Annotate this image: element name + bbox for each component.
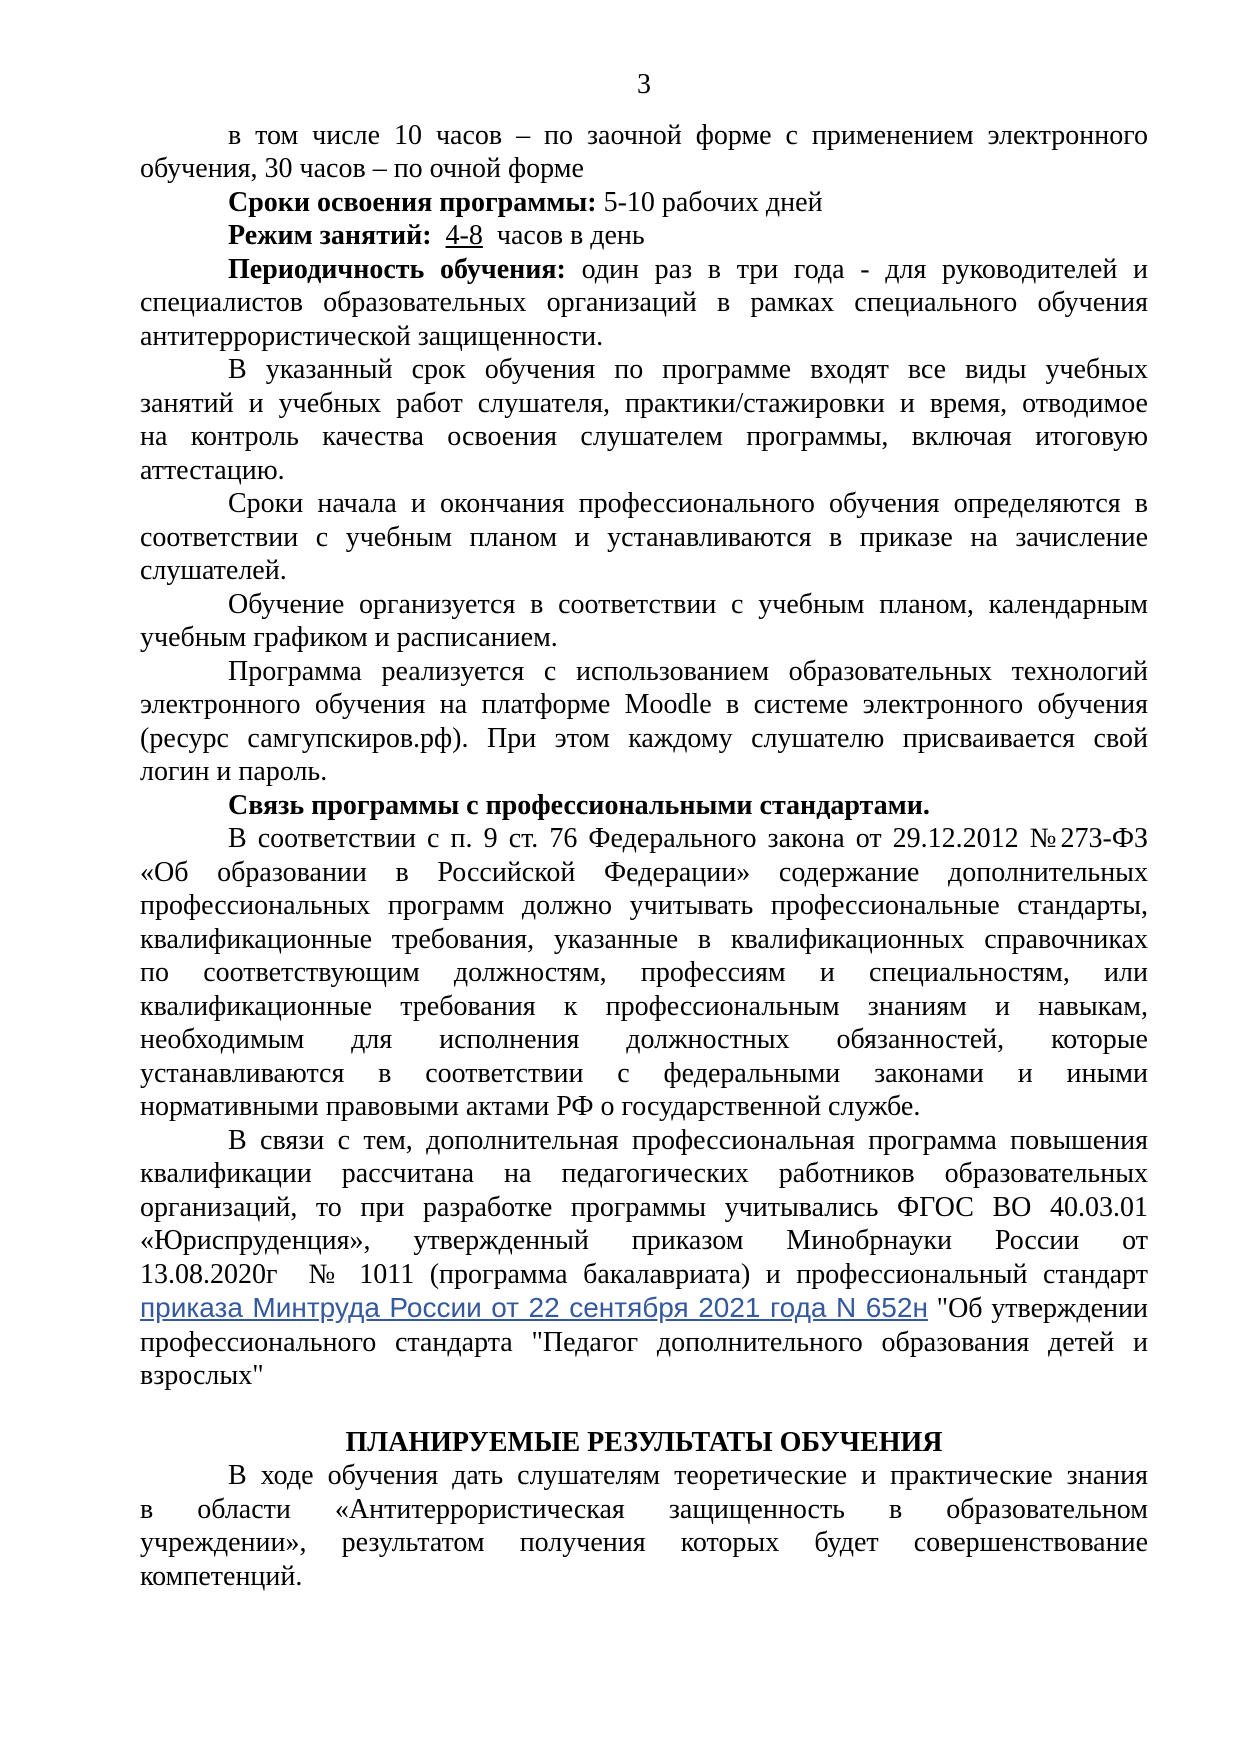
text-line bbox=[140, 1560, 1148, 1594]
text-run: слушателей. bbox=[140, 555, 287, 586]
text-line bbox=[140, 1326, 1148, 1360]
text-line bbox=[140, 286, 1148, 320]
text-line bbox=[140, 789, 1148, 823]
para-federal-law bbox=[140, 822, 1148, 1124]
para-schedule-mode bbox=[140, 219, 1148, 253]
text-run: В указанный срок обучения по программе входят все виды учебных bbox=[228, 354, 1148, 385]
text-run: В ходе обучения дать слушателям теоретические и практические знания bbox=[228, 1460, 1148, 1491]
text-run: нормативными правовыми актами РФ о государственной службе. bbox=[140, 1091, 921, 1122]
text-run: занятий и учебных работ слушателя, практики/стажировки и время, отводимое bbox=[140, 387, 1148, 419]
text-run: устанавливаются в соответствии с федеральными законами и иными bbox=[140, 1057, 1148, 1089]
text-run: компетенций. bbox=[140, 1560, 303, 1592]
text-run: часов в день bbox=[482, 220, 645, 251]
para-start-end-dates bbox=[140, 487, 1148, 588]
text-line bbox=[140, 1526, 1148, 1560]
para-training-period-contents bbox=[140, 353, 1148, 487]
text-line bbox=[140, 320, 1148, 354]
text-line bbox=[140, 387, 1148, 421]
text-line bbox=[140, 1459, 1148, 1493]
bold-text: ПЛАНИРУЕМЫЕ РЕЗУЛЬТАТЫ ОБУЧЕНИЯ bbox=[345, 1426, 943, 1458]
text-run: антитеррористической защищенности. bbox=[140, 320, 604, 352]
text-run: профессиональных программ должно учитывать профессиональные стандарты, bbox=[140, 890, 1148, 921]
text-line bbox=[140, 1157, 1148, 1191]
text-run: 4-8 bbox=[445, 220, 483, 251]
para-fgos-standard bbox=[140, 1124, 1148, 1393]
text-run: «Юриспруденция», утвержденный приказом Минобрнауки России от bbox=[140, 1225, 1148, 1256]
text-run: электронного обучения на платформе Moodle в системе электронного обучения bbox=[140, 689, 1148, 720]
text-run: учебным графиком и расписанием. bbox=[140, 622, 558, 653]
text-line bbox=[140, 454, 1148, 488]
text-run: в области «Антитеррористическая защищенность в образовательном bbox=[140, 1493, 1148, 1525]
text-line bbox=[140, 889, 1148, 923]
text-line bbox=[140, 923, 1148, 957]
para-learning-goal bbox=[140, 1459, 1148, 1593]
text-line bbox=[140, 1124, 1148, 1158]
bold-text: Режим занятий: bbox=[228, 220, 432, 251]
text-line bbox=[140, 119, 1148, 153]
mintrud-order-link[interactable]: приказа Минтруда России от 22 сентября 2021 года N 652н bbox=[140, 1292, 928, 1323]
page-number: 3 bbox=[637, 69, 651, 100]
text-line bbox=[140, 1258, 1148, 1292]
text-run: квалификационные требования, указанные в квалификационных справочниках bbox=[140, 923, 1148, 955]
text-run: необходимым для исполнения должностных обязанностей, которые bbox=[140, 1024, 1148, 1055]
document-body bbox=[140, 119, 1148, 1594]
text-line bbox=[140, 990, 1148, 1024]
text-run: (ресурс самгупскиров.рф). При этом каждому слушателю присваивается свой bbox=[140, 722, 1148, 754]
text-run: учреждении», результатом получения которых будет совершенствование bbox=[140, 1527, 1148, 1558]
text-run: соответствии с учебным планом и устанавливаются в приказе на зачисление bbox=[140, 521, 1148, 553]
para-periodicity bbox=[140, 253, 1148, 354]
text-line bbox=[140, 1090, 1148, 1124]
text-run: по соответствующим должностям, профессиям и специальностям, или bbox=[140, 957, 1148, 988]
text-line bbox=[140, 152, 1148, 186]
text-run: квалификации рассчитана на педагогических работников образовательных bbox=[140, 1158, 1148, 1189]
text-run: профессионального стандарта "Педагог дополнительного образования детей и bbox=[140, 1326, 1148, 1358]
para-training-hours bbox=[140, 119, 1148, 186]
text-line bbox=[140, 219, 1148, 253]
text-line bbox=[140, 353, 1148, 387]
text-line bbox=[140, 755, 1148, 789]
text-run: на контроль качества освоения слушателем программы, включая итоговую bbox=[140, 421, 1148, 452]
para-program-duration bbox=[140, 186, 1148, 220]
text-line bbox=[140, 655, 1148, 689]
text-run: «Об образовании в Российской Федерации» содержание дополнительных bbox=[140, 856, 1148, 888]
text-run: Программа реализуется с использованием образовательных технологий bbox=[228, 655, 1148, 687]
text-run: в том числе 10 часов – по заочной форме с применением электронного bbox=[228, 119, 1148, 151]
text-line bbox=[140, 1224, 1148, 1258]
text-run: В соответствии с п. 9 ст. 76 Федерального закона от 29.12.2012 №273-ФЗ bbox=[228, 823, 1148, 854]
text-line bbox=[140, 554, 1148, 588]
text-line bbox=[140, 822, 1148, 856]
text-line bbox=[140, 521, 1148, 555]
text-line bbox=[140, 956, 1148, 990]
text-line bbox=[140, 588, 1148, 622]
text-run: 13.08.2020г № 1011 (программа бакалавриата) и профессиональный стандарт bbox=[140, 1258, 1148, 1290]
text-line bbox=[140, 1359, 1148, 1393]
text-run: один раз в три года - для руководителей и bbox=[565, 253, 1148, 285]
text-run: аттестацию. bbox=[140, 454, 285, 486]
para-training-organization bbox=[140, 588, 1148, 655]
bold-text: Сроки освоения программы: bbox=[228, 186, 597, 218]
para-moodle-platform bbox=[140, 655, 1148, 789]
text-line bbox=[140, 1426, 1148, 1460]
text-line bbox=[140, 487, 1148, 521]
text-run: Обучение организуется в соответствии с учебным планом, календарным bbox=[228, 588, 1148, 620]
text-line bbox=[140, 420, 1148, 454]
bold-text: Связь программы с профессиональными стандартами. bbox=[228, 789, 930, 821]
bold-text: Периодичность обучения: bbox=[228, 253, 566, 285]
text-line bbox=[140, 186, 1148, 220]
text-line bbox=[140, 1023, 1148, 1057]
text-run: квалификационные требования к профессиональным знаниям и навыкам, bbox=[140, 990, 1148, 1022]
text-run: обучения, 30 часов – по очной форме bbox=[140, 153, 584, 184]
heading-planned-results bbox=[140, 1426, 1148, 1460]
text-line bbox=[140, 688, 1148, 722]
text-line bbox=[140, 621, 1148, 655]
text-run: 5-10 рабочих дней bbox=[596, 186, 823, 218]
text-run: специалистов образовательных организаций в рамках специального обучения bbox=[140, 287, 1148, 318]
text-run: организаций, то при разработке программы учитывались ФГОС ВО 40.03.01 bbox=[140, 1191, 1148, 1223]
text-run: Сроки начала и окончания профессионального обучения определяются в bbox=[228, 488, 1148, 519]
text-line bbox=[140, 722, 1148, 756]
text-run: логин и пароль. bbox=[140, 756, 328, 787]
text-run: В связи с тем, дополнительная профессиональная программа повышения bbox=[228, 1124, 1148, 1156]
text-line bbox=[140, 253, 1148, 287]
para-standards-subheading bbox=[140, 789, 1148, 823]
text-run: "Об утверждении bbox=[927, 1293, 1148, 1324]
text-line bbox=[140, 1191, 1148, 1225]
text-line bbox=[140, 1291, 1148, 1326]
text-run: взрослых" bbox=[140, 1360, 264, 1391]
text-run bbox=[432, 220, 446, 251]
text-line bbox=[140, 1057, 1148, 1091]
text-line bbox=[140, 856, 1148, 890]
text-line bbox=[140, 1493, 1148, 1527]
